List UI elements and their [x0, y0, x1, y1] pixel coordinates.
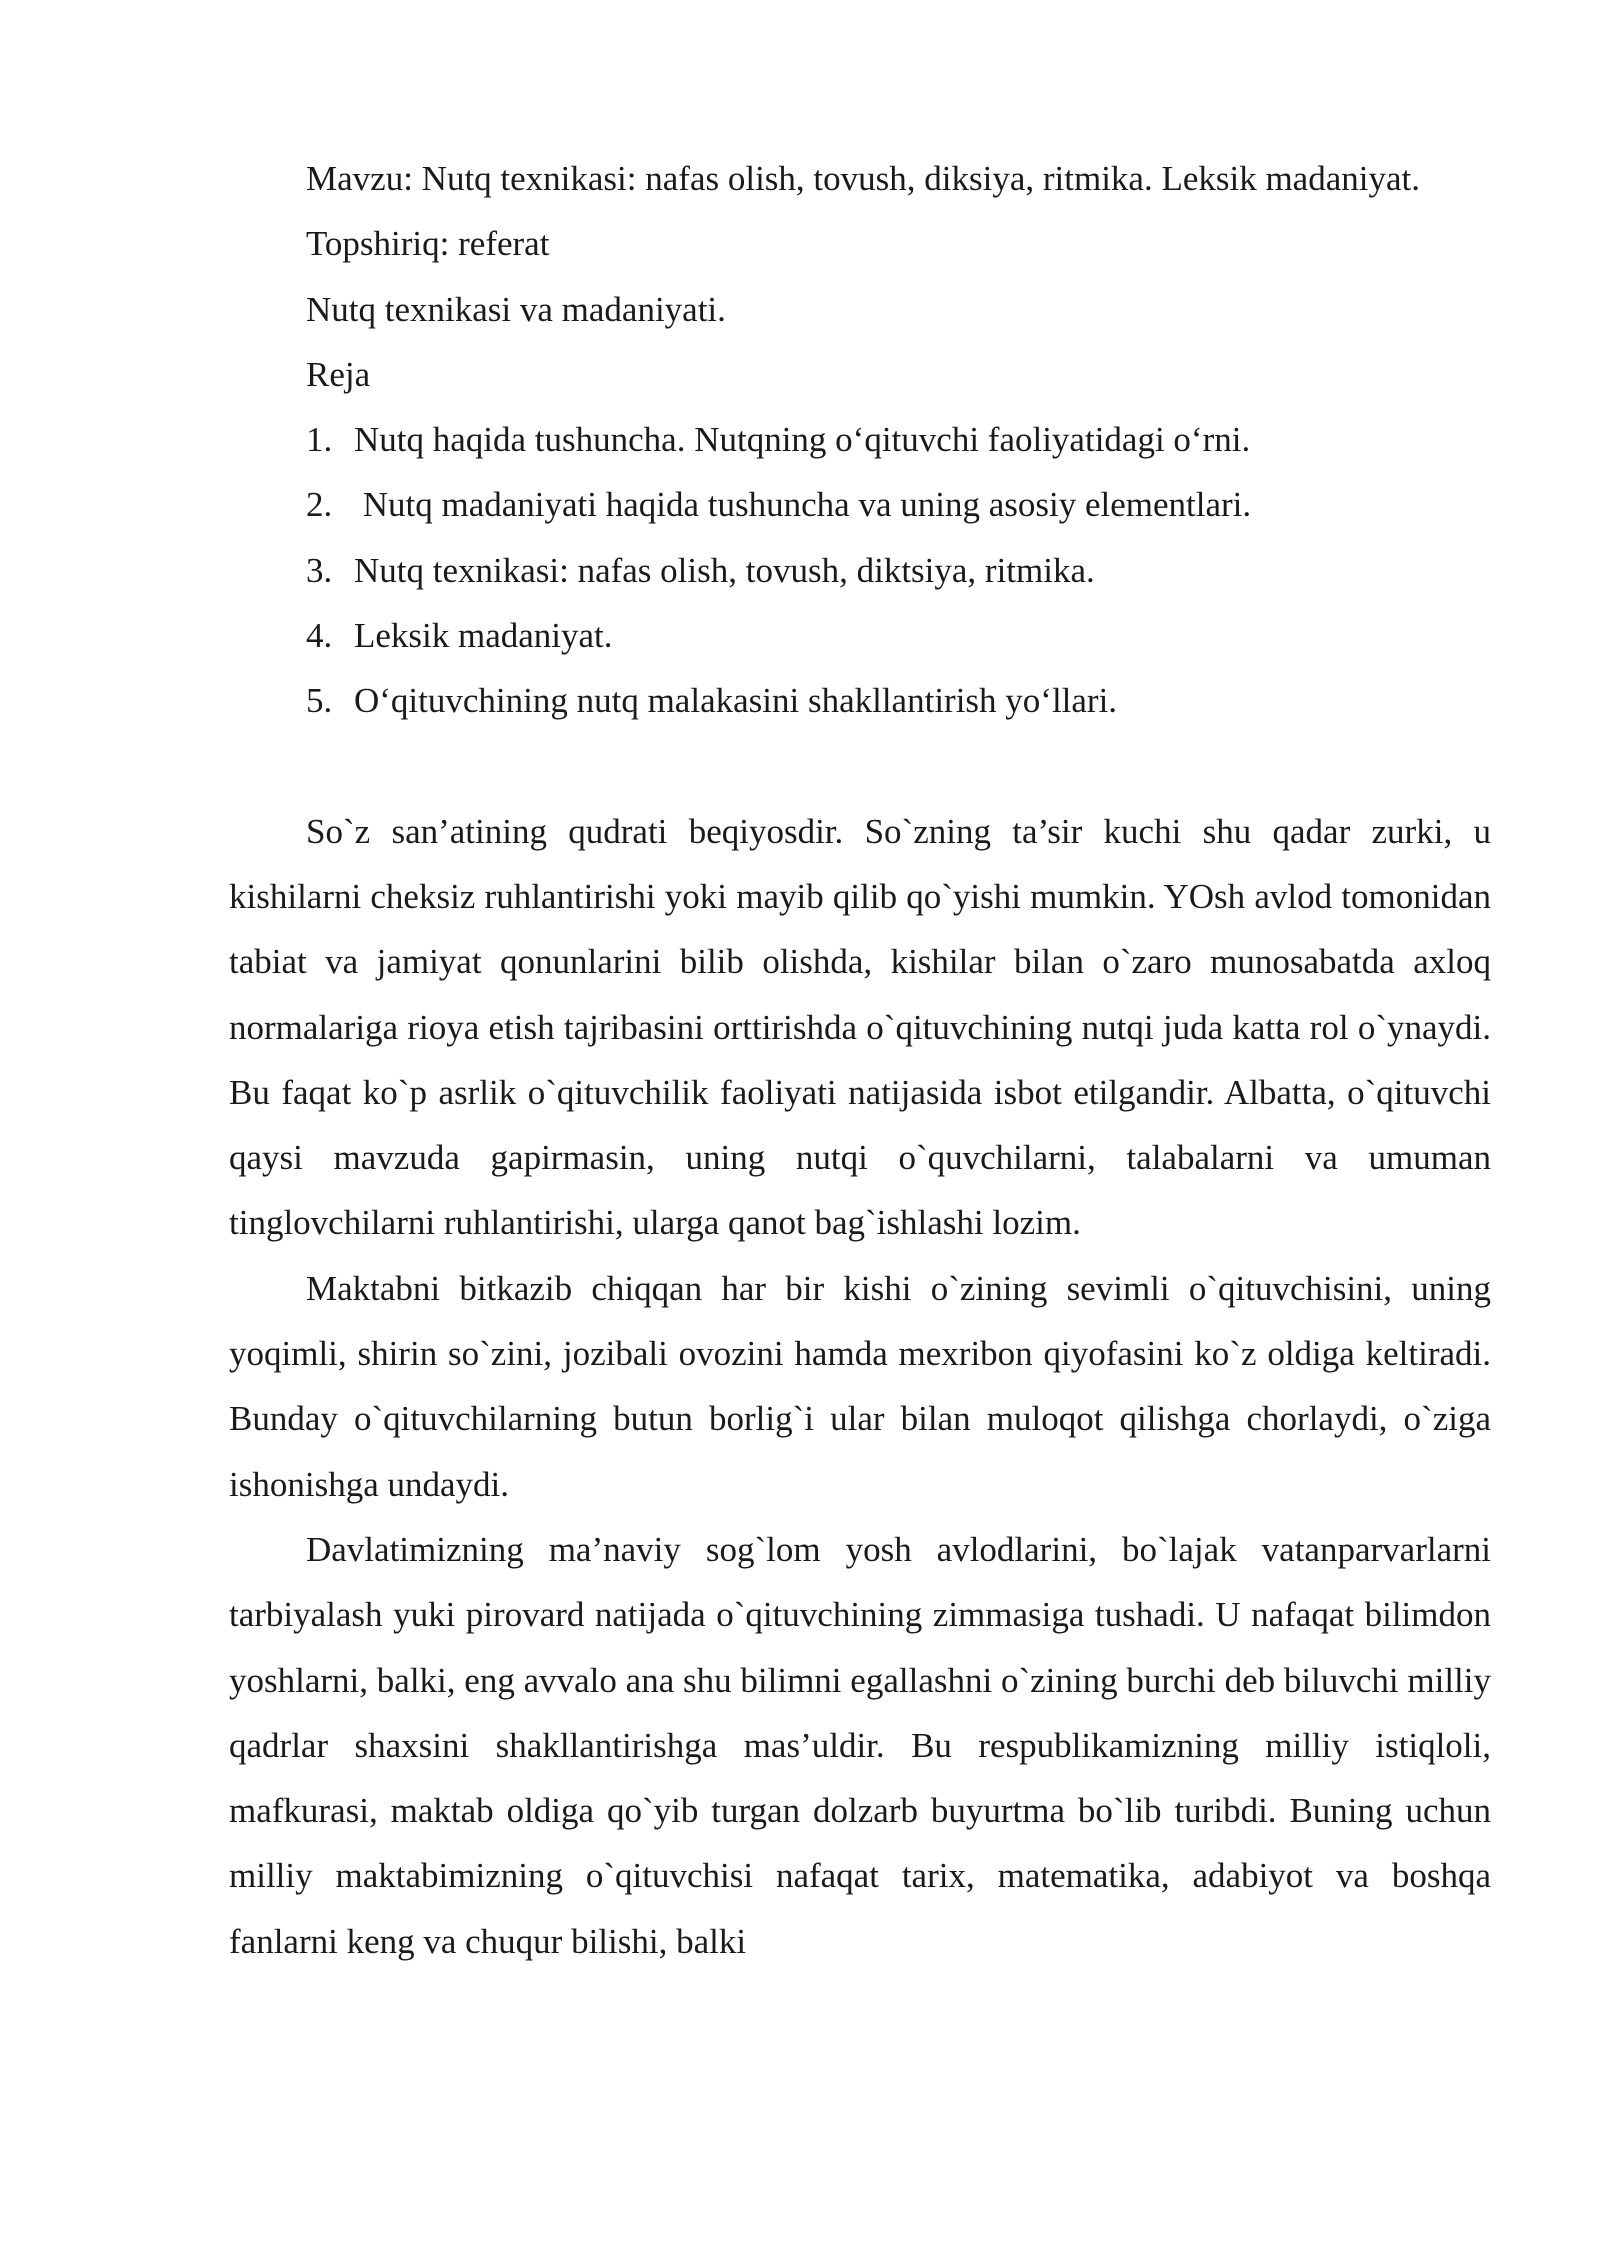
plan-item-number: 3. — [306, 550, 333, 590]
plan-item — [229, 472, 1491, 537]
plan-item-text: Nutq haqida tushuncha. Nutqning o‘qituvchi faoliyatidagi o‘rni. — [354, 420, 1251, 460]
plan-item-number: 2. — [306, 485, 333, 525]
plan-item-number: 1. — [306, 420, 333, 460]
plan-item-text: Leksik madaniyat. — [354, 616, 613, 656]
body-paragraph: Maktabni bitkazib chiqqan har bir kishi o`zining sevimli o`qituvchisini, uning yoqimli, shirin so`zini, jozibali ovozini hamda mexribon qiyofasini ko`z oldiga keltiradi. Bunday o`qituvchilarning butun borlig`i ular bilan muloqot qilishga chorlaydi, o`ziga ishonishga undaydi. — [229, 1268, 1491, 1504]
plan-item — [229, 538, 1491, 603]
body-paragraph: So`z san’atining qudrati beqiyosdir. So`zning ta’sir kuchi shu qadar zurki, u kishilarni cheksiz ruhlantirishi yoki mayib qilib qo`yishi mumkin. YOsh avlod tomonidan tabiat va jamiyat qonunlarini bilib olishda, kishilar bilan o`zaro munosabatda axloq normalariga rioya etish tajribasini orttirishda o`qituvchining nutqi juda katta rol o`ynaydi. Bu faqat ko`p asrlik o`qituvchilik faoliyati natijasida isbot etilgandir. Albatta, o`qituvchi qaysi mavzuda gapirmasin, uning nutqi o`quvchilarni, talabalarni va umuman tinglovchilarni ruhlantirishi, ularga qanot bag`ishlashi lozim. — [229, 811, 1491, 1243]
topic-line: Mavzu: Nutq texnikasi: nafas olish, tovush, diksiya, ritmika. Leksik madaniyat. — [306, 159, 1420, 198]
plan-list — [229, 407, 1491, 733]
document-title: Nutq texnikasi va madaniyati. — [306, 289, 726, 329]
plan-item — [229, 668, 1491, 733]
plan-item-text: Nutq texnikasi: nafas olish, tovush, diktsiya, ritmika. — [354, 550, 1095, 590]
plan-item-text: Nutq madaniyati haqida tushuncha va uning asosiy elementlari. — [354, 485, 1252, 525]
plan-item-text: O‘qituvchining nutq malakasini shakllantirish yo‘llari. — [354, 681, 1118, 721]
plan-item-number: 4. — [306, 616, 333, 656]
task-line: Topshiriq: referat — [306, 224, 550, 264]
plan-item — [229, 603, 1491, 668]
document-body — [229, 146, 1491, 1974]
section-spacer — [229, 734, 1491, 799]
plan-heading: Reja — [306, 354, 371, 394]
plan-item-number: 5. — [306, 681, 333, 721]
body-paragraph: Davlatimizning ma’naviy sog`lom yosh avlodlarini, bo`lajak vatanparvarlarni tarbiyalash yuki pirovard natijada o`qituvchining zimmasiga tushadi. U nafaqat bilimdon yoshlarni, balki, eng avvalo ana shu bilimni egallashni o`zining burchi deb biluvchi milliy qadrlar shaxsini shakllantirishga mas’uldir. Bu respublikamizning milliy istiqloli, mafkurasi, maktab oldiga qo`yib turgan dolzarb buyurtma bo`lib turibdi. Buning uchun milliy maktabimizning o`qituvchisi nafaqat tarix, matematika, adabiyot va boshqa fanlarni keng va chuqur bilishi, balki — [229, 1529, 1491, 1961]
plan-item — [229, 407, 1491, 472]
